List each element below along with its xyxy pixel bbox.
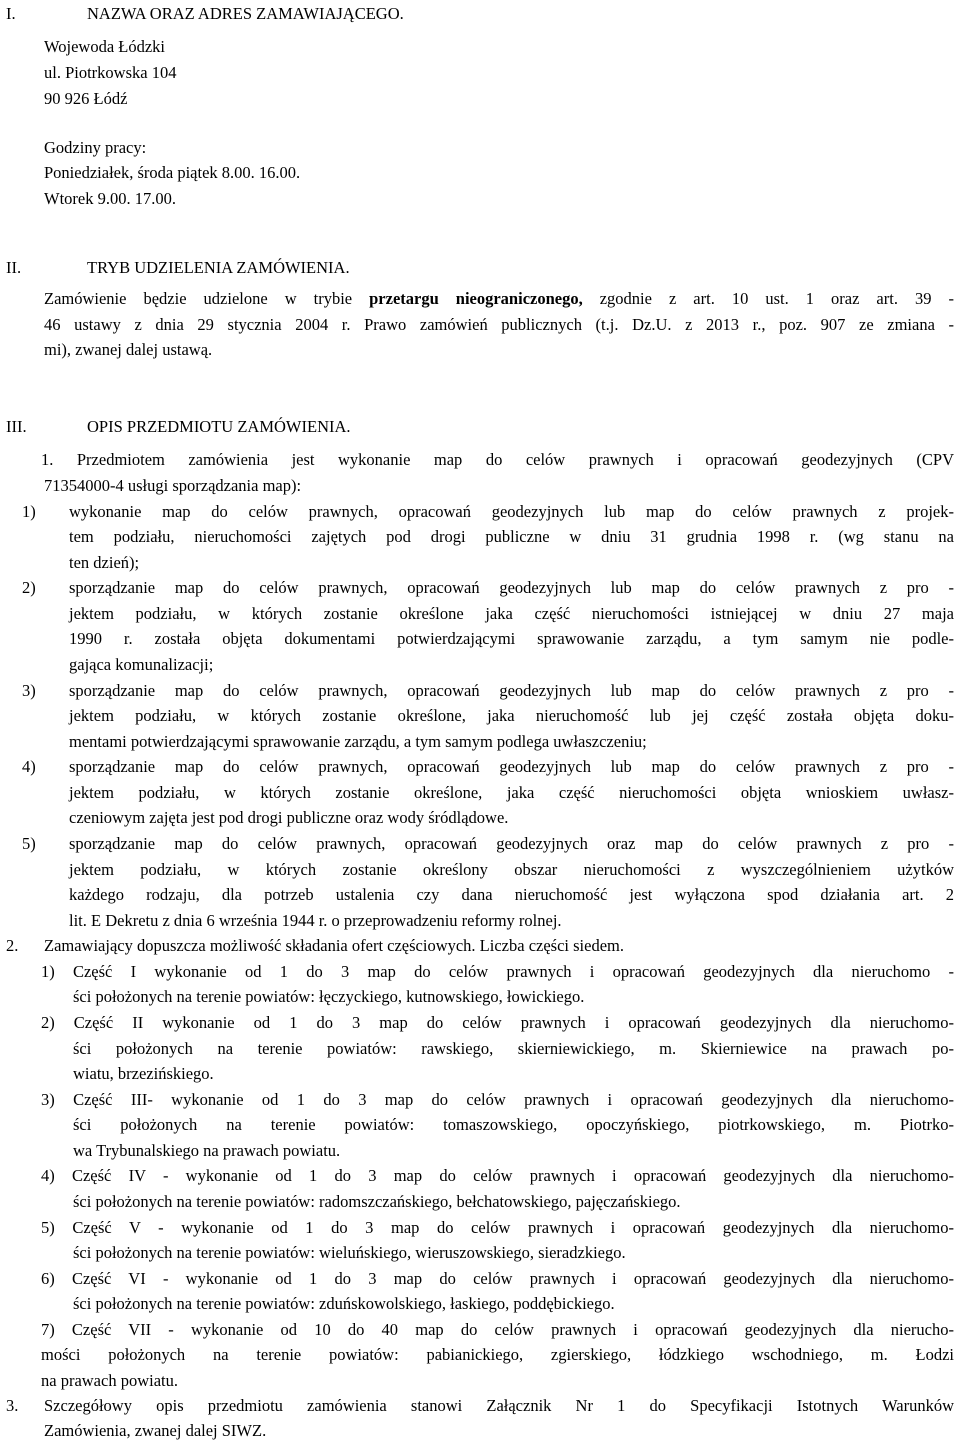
part-2-line-1: 2) Część II wykonanie od 1 do 3 map do celów prawnych i opracowań geodezyjnych dla nieruchomo- (41, 1013, 954, 1032)
part-5-line-2: ści położonych na terenie powiatów: wieluńskiego, wieruszowskiego, sieradzkiego. (73, 1243, 626, 1262)
item-2-line-3: 1990 r. została objęta dokumentami potwierdzającymi sprawowanie zarządu, a tym samym nie podle- (69, 629, 954, 648)
item-3-number: 3) (22, 681, 36, 700)
section-2-line-1-c: zgodnie z art. 10 ust. 1 oraz art. 39 - (582, 289, 954, 308)
item-3-line-2: jektem podziału, w których zostanie określone, jaka nieruchomość lub jej część została objęta doku- (69, 706, 954, 725)
item-3-line-1: sporządzanie map do celów prawnych, opracowań geodezyjnych lub map do celów prawnych z pro - (69, 681, 954, 700)
item-1-number: 1) (22, 502, 36, 521)
item-5-line-1: sporządzanie map do celów prawnych, opracowań geodezyjnych oraz map do celów prawnych z pro - (69, 834, 954, 853)
item-5-line-4: lit. E Dekretu z dnia 6 września 1944 r. o przeprowadzeniu reformy rolnej. (69, 911, 562, 930)
org-city: 90 926 Łódź (44, 89, 128, 108)
item-2-line-2: jektem podziału, w których zostanie określone jaka część nieruchomości istniejącej w dniu 27 maja (69, 604, 954, 623)
section-2-line-2: 46 ustawy z dnia 29 stycznia 2004 r. Prawo zamówień publicznych (t.j. Dz.U. z 2013 r., poz. 907 ze zmiana - (44, 315, 954, 334)
hours-tue: Wtorek 9.00. 17.00. (44, 189, 176, 208)
part-3-line-2: ści położonych na terenie powiatów: tomaszowskiego, opoczyńskiego, piotrkowskiego, m. Piotrko- (73, 1115, 954, 1134)
item-3-line-3: mentami potwierdzającymi sprawowanie zarządu, a tym samym podlega uwłaszczeniu; (69, 732, 647, 751)
section-1-number: I. (6, 4, 16, 23)
item-4-line-1: sporządzanie map do celów prawnych, opracowań geodezyjnych lub map do celów prawnych z pro - (69, 757, 954, 776)
part-2-line-3: wiatu, brzezińskiego. (73, 1064, 214, 1083)
part-6-line-2: ści położonych na terenie powiatów: zduńskowolskiego, łaskiego, poddębickiego. (73, 1294, 615, 1313)
part-4-line-1: 4) Część IV - wykonanie od 1 do 3 map do celów prawnych i opracowań geodezyjnych dla nieruchomo- (41, 1166, 954, 1185)
item-1-line-2: tem podziału, nieruchomości zajętych pod drogi publiczne w dniu 31 grudnia 1998 r. (wg stanu na (69, 527, 954, 546)
point-1-line-2: 71354000-4 usługi sporządzania map): (44, 476, 302, 495)
item-5-line-2: jektem podziału, w których zostanie określony obszar nieruchomości z wyszczególnieniem użytków (69, 860, 954, 879)
section-3-title: OPIS PRZEDMIOTU ZAMÓWIENIA. (87, 417, 351, 436)
item-2-line-4: gająca komunalizacji; (69, 655, 214, 674)
part-6-line-1: 6) Część VI - wykonanie od 1 do 3 map do celów prawnych i opracowań geodezyjnych dla nieruchomo- (41, 1269, 954, 1288)
hours-label: Godziny pracy: (44, 138, 147, 157)
tender-mode: przetargu nieograniczonego, (369, 289, 583, 308)
item-2-number: 2) (22, 578, 36, 597)
part-3-line-1: 3) Część III- wykonanie od 1 do 3 map do celów prawnych i opracowań geodezyjnych dla nieruchomo- (41, 1090, 954, 1109)
item-1-line-3: ten dzień); (69, 553, 140, 572)
item-4-line-2: jektem podziału, w których zostanie określone, jaka część nieruchomości objęta wnioskiem uwłasz- (69, 783, 954, 802)
item-4-line-3: czeniowym zajęta jest pod drogi publiczne oraz wody śródlądowe. (69, 808, 509, 827)
part-7-line-2: mości położonych na terenie powiatów: pabianickiego, zgierskiego, łódzkiego wschodniego, m. Łodzi (41, 1345, 954, 1364)
part-4-line-2: ści położonych na terenie powiatów: radomszczańskiego, bełchatowskiego, pajęczańskiego. (73, 1192, 681, 1211)
part-5-line-1: 5) Część V - wykonanie od 1 do 3 map do celów prawnych i opracowań geodezyjnych dla nieruchomo- (41, 1218, 954, 1237)
item-5-number: 5) (22, 834, 36, 853)
part-1-line-1: 1) Część I wykonanie od 1 do 3 map do celów prawnych i opracowań geodezyjnych dla nieruchomo - (41, 962, 954, 981)
section-2-number: II. (6, 258, 22, 277)
part-1-line-2: ści położonych na terenie powiatów: łęczyckiego, kutnowskiego, łowickiego. (73, 987, 585, 1006)
item-5-line-3: każdego rodzaju, dla potrzeb ustalenia czy dana nieruchomość jest wyłączona spod działania art. 2 (69, 885, 954, 904)
section-2-title: TRYB UDZIELENIA ZAMÓWIENIA. (87, 258, 350, 277)
org-street: ul. Piotrkowska 104 (44, 63, 177, 82)
org-name: Wojewoda Łódzki (44, 37, 166, 56)
point-2-text: Zamawiający dopuszcza możliwość składania ofert częściowych. Liczba części siedem. (44, 936, 624, 955)
section-2-line-3: mi), zwanej dalej ustawą. (44, 340, 213, 359)
section-1-title: NAZWA ORAZ ADRES ZAMAWIAJĄCEGO. (87, 4, 404, 23)
part-3-line-3: wa Trybunalskiego na prawach powiatu. (73, 1141, 341, 1160)
point-1-line-1: 1. Przedmiotem zamówienia jest wykonanie map do celów prawnych i opracowań geodezyjnych (CPV (41, 450, 954, 469)
part-7-line-1: 7) Część VII - wykonanie od 10 do 40 map do celów prawnych i opracowań geodezyjnych dla nierucho- (41, 1320, 954, 1339)
section-2-line-1 (44, 289, 954, 309)
point-3-line-1: Szczegółowy opis przedmiotu zamówienia stanowi Załącznik Nr 1 do Specyfikacji Istotnych Warunków (44, 1396, 954, 1415)
item-1-line-1: wykonanie map do celów prawnych, opracowań geodezyjnych lub map do celów prawnych z projek- (69, 502, 954, 521)
item-2-line-1: sporządzanie map do celów prawnych, opracowań geodezyjnych lub map do celów prawnych z pro - (69, 578, 954, 597)
section-3-number: III. (6, 417, 27, 436)
point-3-line-2: Zamówienia, zwanej dalej SIWZ. (44, 1421, 267, 1440)
point-2-number: 2. (6, 936, 19, 955)
part-7-line-3: na prawach powiatu. (41, 1371, 178, 1390)
hours-mon-wed-fri: Poniedziałek, środa piątek 8.00. 16.00. (44, 163, 301, 182)
section-2-line-1-a: Zamówienie będzie udzielone w trybie (44, 289, 370, 308)
item-4-number: 4) (22, 757, 36, 776)
part-2-line-2: ści położonych na terenie powiatów: rawskiego, skierniewickiego, m. Skierniewice na prawach po- (73, 1039, 954, 1058)
point-3-number: 3. (6, 1396, 19, 1415)
